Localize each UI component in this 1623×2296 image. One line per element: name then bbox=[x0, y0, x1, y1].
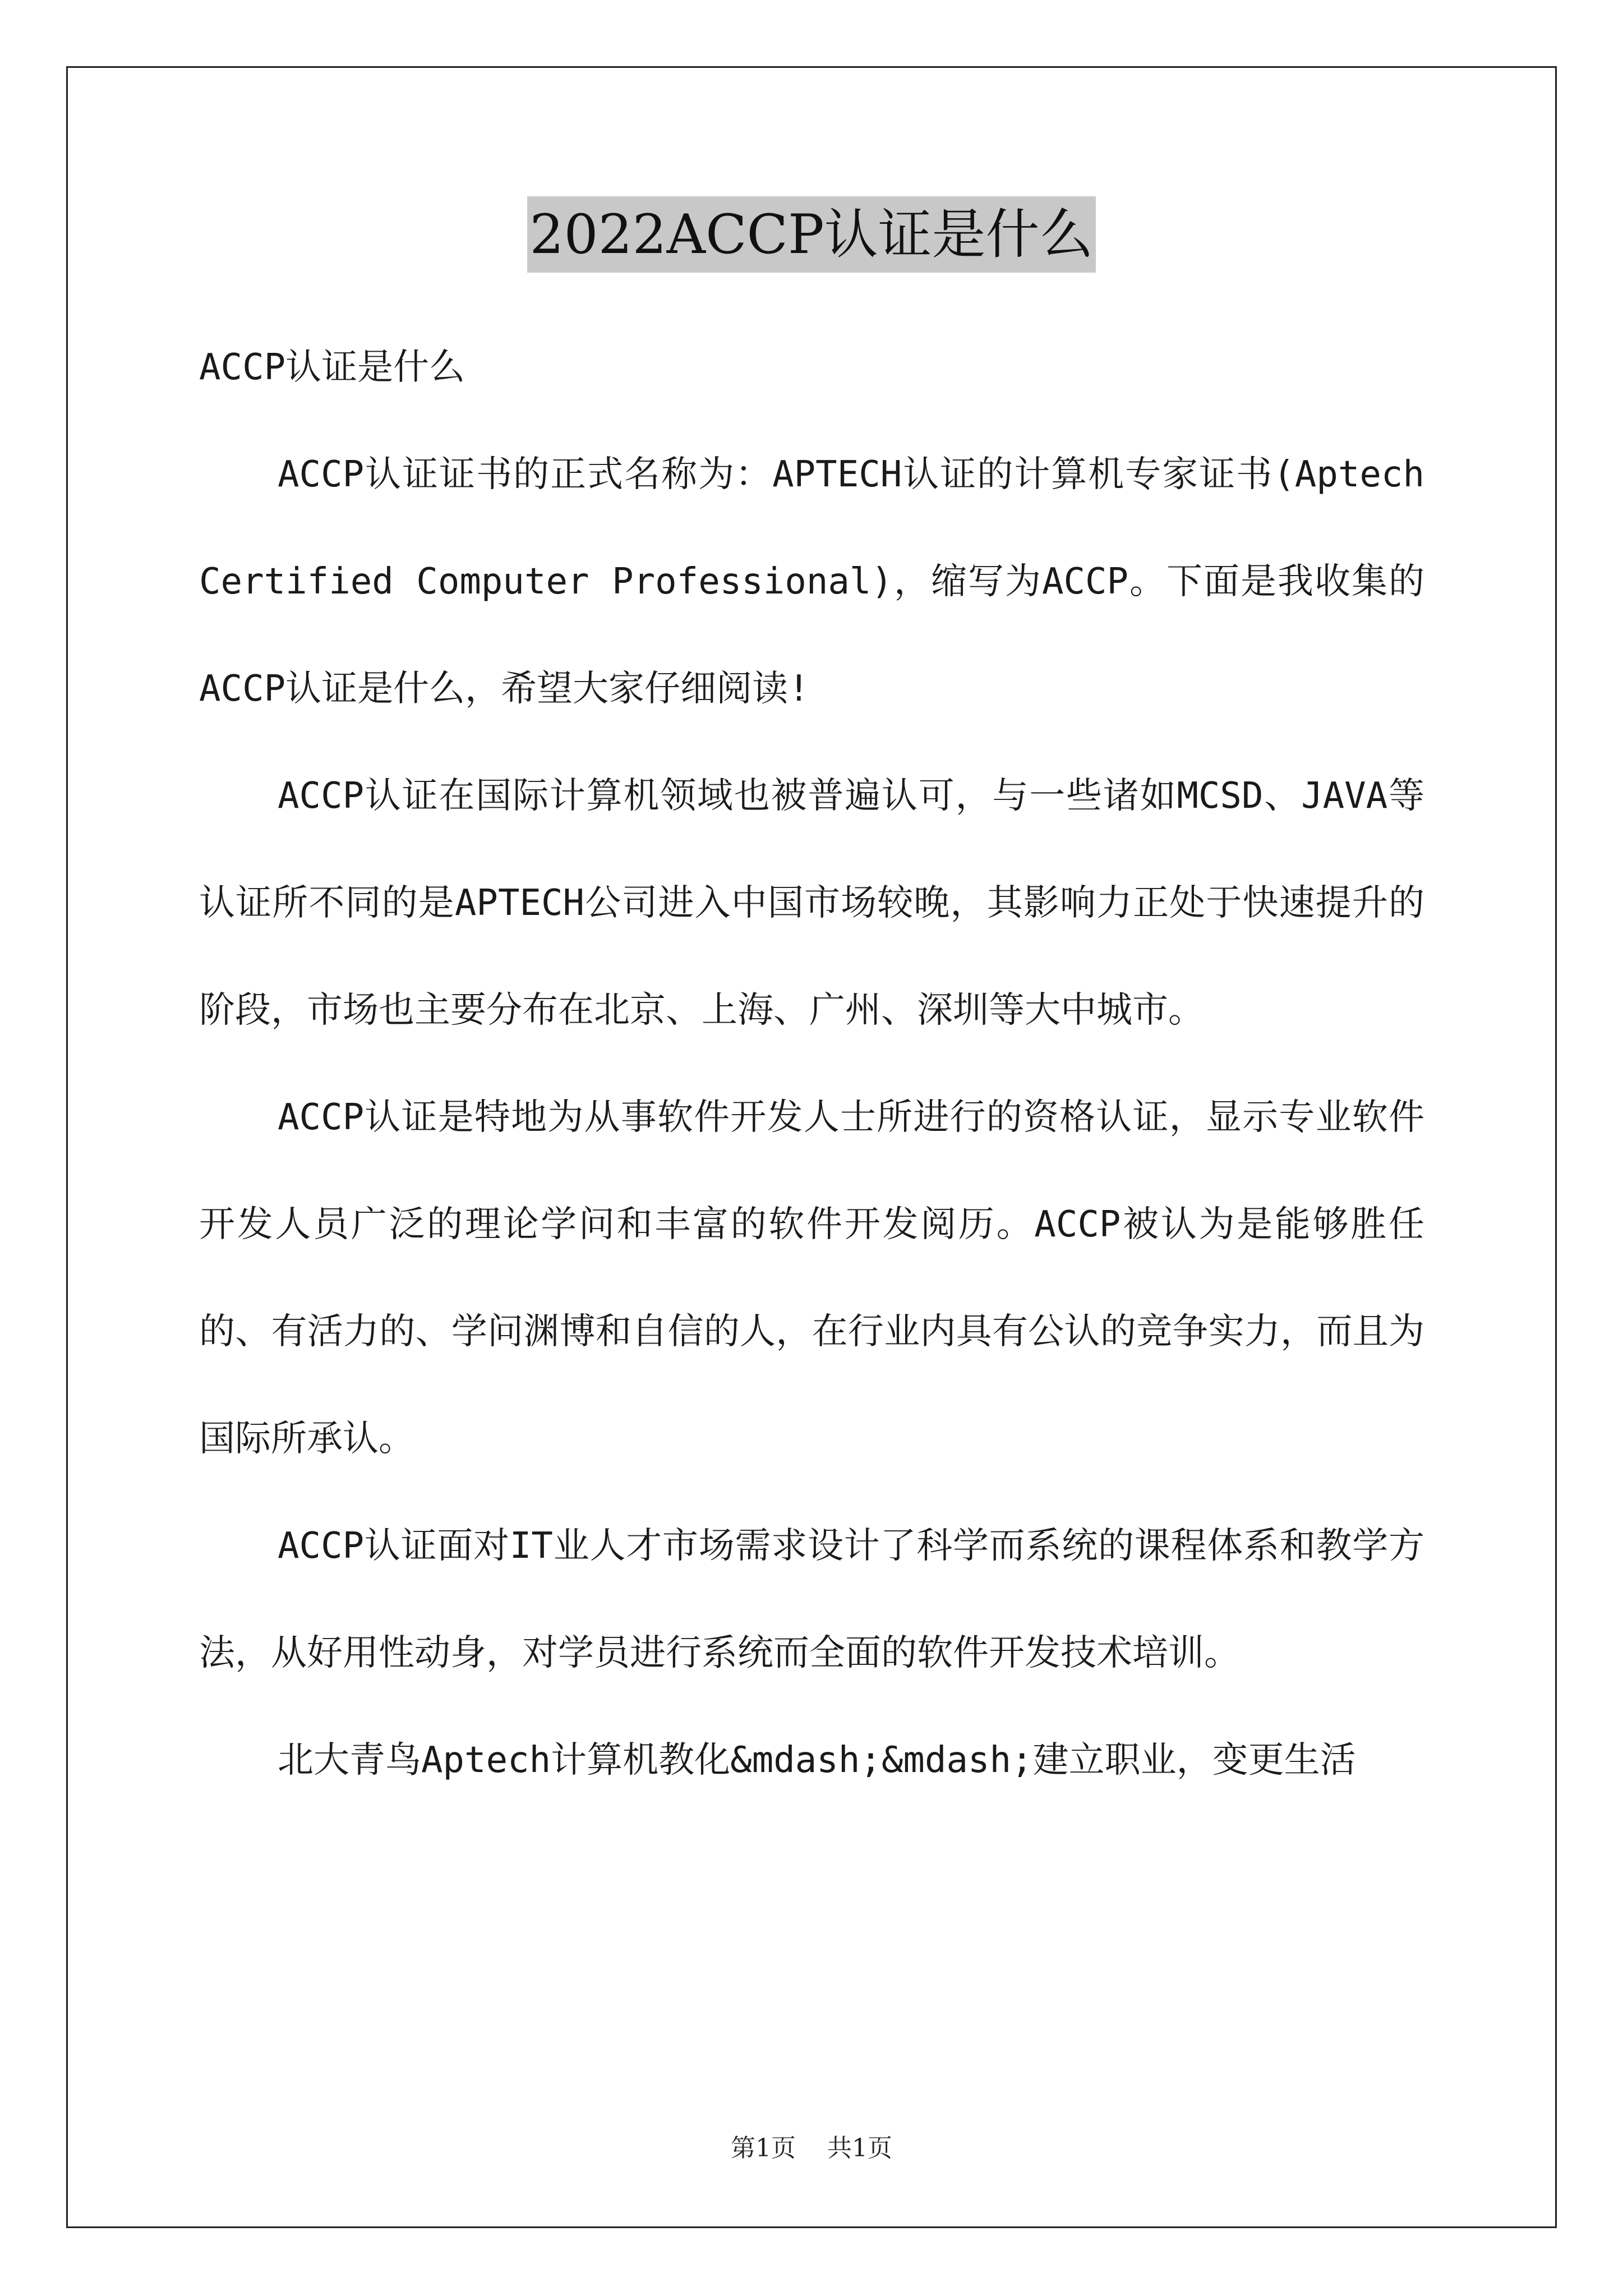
paragraph-intro: ACCP认证证书的正式名称为：APTECH认证的计算机专家证书(Aptech Certified Computer Professional)，缩写为ACCP。下面是我收集的ACCP认证是什么，希望大家仔细阅读! bbox=[199, 454, 1424, 710]
page-number: 第1页 bbox=[731, 2134, 796, 2162]
paragraph-curriculum: ACCP认证面对IT业人才市场需求设计了科学而系统的课程体系和教学方法，从好用性动身，对学员进行系统而全面的软件开发技术培训。 bbox=[199, 1525, 1424, 1674]
paragraph-qualification: ACCP认证是特地为从事软件开发人士所进行的资格认证，显示专业软件开发人员广泛的理论学问和丰富的软件开发阅历。ACCP被认为是能够胜任的、有活力的、学问渊博和自信的人，在行业内具有公认的竞争实力，而且为国际所承认。 bbox=[199, 1097, 1424, 1460]
title-container bbox=[0, 196, 1623, 273]
paragraph-recognition: ACCP认证在国际计算机领域也被普遍认可，与一些诸如MCSD、JAVA等认证所不同的是APTECH公司进入中国市场较晚，其影响力正处于快速提升的阶段，市场也主要分布在北京、上海、广州、深圳等大中城市。 bbox=[199, 775, 1424, 1031]
page-total: 共1页 bbox=[827, 2134, 892, 2162]
paragraph-slogan: 北大青鸟Aptech计算机教化&mdash;&mdash;建立职业，变更生活 bbox=[278, 1740, 1356, 1781]
section-heading: ACCP认证是什么 bbox=[199, 347, 465, 388]
document-body bbox=[199, 314, 1424, 1814]
document-title: 2022ACCP认证是什么 bbox=[527, 196, 1095, 273]
page-footer bbox=[0, 2132, 1623, 2165]
